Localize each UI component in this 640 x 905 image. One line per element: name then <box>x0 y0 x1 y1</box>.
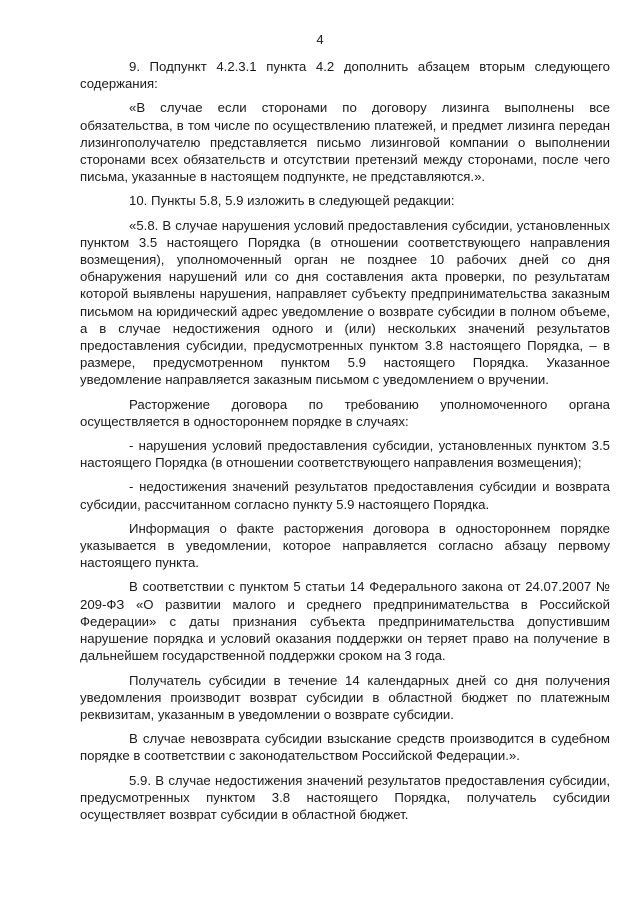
paragraph-item-9: 9. Подпункт 4.2.3.1 пункта 4.2 дополнить абзацем вторым следующего содержания: <box>80 59 610 92</box>
paragraph-item-10: 10. Пункты 5.8, 5.9 изложить в следующей редакции: <box>129 193 455 209</box>
paragraph-court-recovery: В случае невозврата субсидии взыскание средств производится в судебном порядке в соответствии с законодательством Российской Федерации.». <box>80 731 610 764</box>
paragraph-notice-info: Информация о факте расторжения договора в одностороннем порядке указывается в уведомлении, которое направляется согласно абзацу первому настоящего пункта. <box>80 520 610 571</box>
paragraph-5-9: 5.9. В случае недостижения значений результатов предоставления субсидии, предусмотренных пунктом 3.8 настоящего Порядка, получатель субсидии осуществляет возврат субсидии в областной бюджет. <box>80 772 610 822</box>
paragraph-bullet-nonachievement: - недостижения значений результатов предоставления субсидии и возврата субсидии, рассчитанном согласно пункту 5.9 настоящего Порядка. <box>80 479 610 512</box>
paragraph-federal-law: В соответствии с пунктом 5 статьи 14 Федерального закона от 24.07.2007 № 209-ФЗ «О развитии малого и среднего предпринимательства в Российской Федерации» с даты признания субъекта предпринимательства допустившим нарушение порядка и условий оказания поддержки он теряет право на получение в дальнейшем государственной поддержки сроком на 3 года. <box>80 579 610 664</box>
paragraph-bullet-violation: - нарушения условий предоставления субсидии, установленных пунктом 3.5 настоящего Порядка (в отношении соответствующего направления возмещения); <box>80 438 610 471</box>
document-body <box>80 58 610 830</box>
paragraph-termination: Расторжение договора по требованию уполномоченного органа осуществляется в одностороннем порядке в случаях: <box>80 396 610 429</box>
paragraph-leasing-quote: «В случае если сторонами по договору лизинга выполнены все обязательства, в том числе по осуществлению платежей, и предмет лизинга передан лизингополучателю представляется письмо лизинговой компании о выполнении сторонами всех обязательств и отсутствии претензий между сторонами, после чего письма, указанные в настоящем подпункте, не представляются.». <box>80 100 610 185</box>
paragraph-5-8: «5.8. В случае нарушения условий предоставления субсидии, установленных пунктом 3.5 настоящего Порядка (в отношении соответствующего направления возмещения), уполномоченный орган не позднее 10 рабочих дней со дня обнаружения нарушений или со дня составления акта проверки, по результатам которой выявлены нарушения, направляет субъекту предпринимательства заказным письмом на юридический адрес уведомление о возврате субсидии в полном объеме, а в случае недостижения одного и (или) нескольких значений результатов предоставления субсидии, предусмотренных пунктом 3.8 настоящего Порядка, – в размере, предусмотренном пунктом 5.9 настоящего Порядка. Указанное уведомление направляется заказным письмом с уведомлением о вручении. <box>80 217 610 388</box>
page-number: 4 <box>316 32 324 47</box>
paragraph-refund: Получатель субсидии в течение 14 календарных дней со дня получения уведомления производит возврат субсидии в областной бюджет по платежным реквизитам, указанным в уведомлении о возврате субсидии. <box>80 672 610 722</box>
